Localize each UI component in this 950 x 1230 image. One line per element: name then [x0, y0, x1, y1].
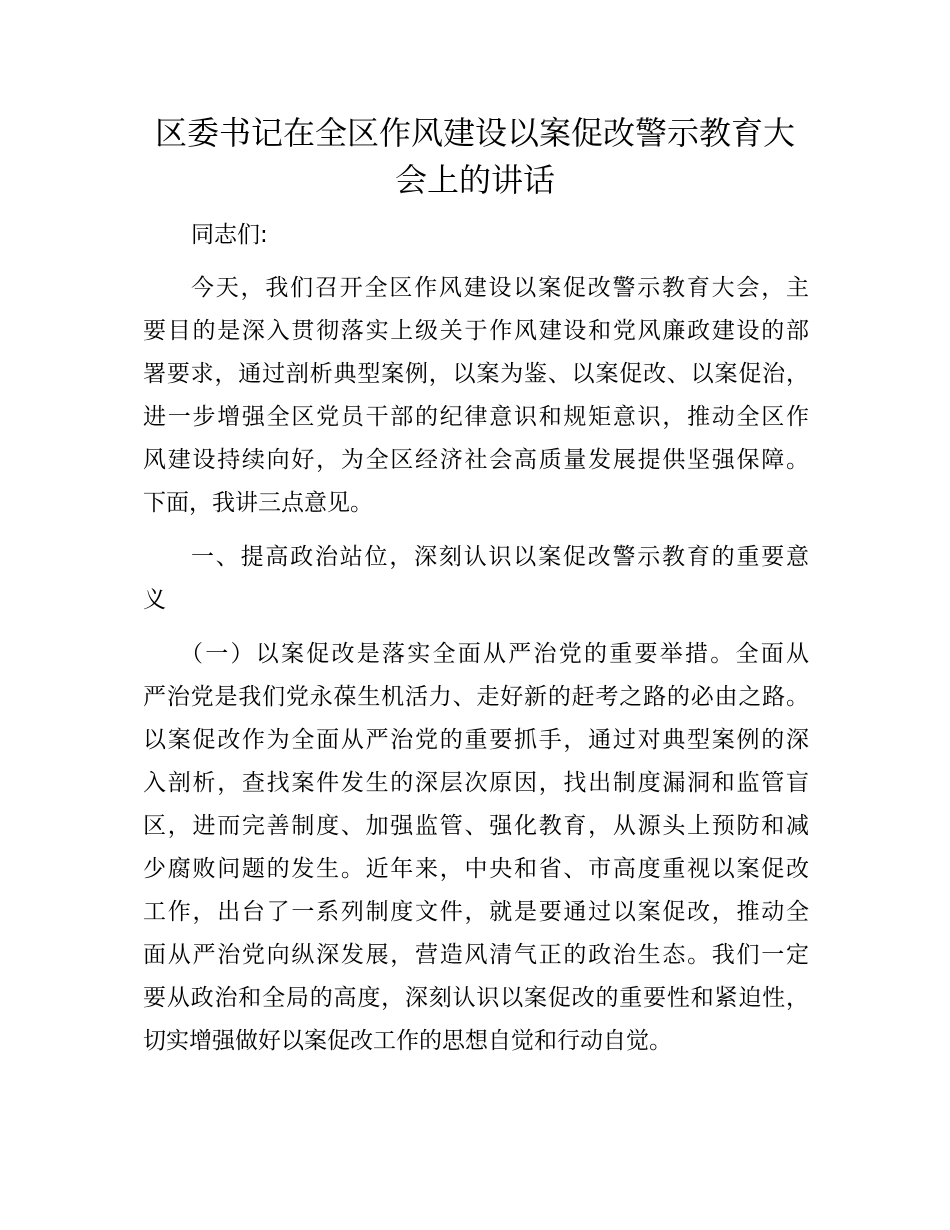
text-line: （一）以案促改是落实全面从严治党的重要举措。全面从	[180, 641, 809, 667]
text-line: 进一步增强全区党员干部的纪律意识和规矩意识，推动全区作	[143, 404, 809, 430]
text-line: 工作，出台了一系列制度文件，就是要通过以案促改，推动全	[143, 899, 809, 925]
document-title	[100, 110, 850, 204]
text-line: 区，进而完善制度、加强监管、强化教育，从源头上预防和减	[143, 813, 809, 839]
text-line: 一、提高政治站位，深刻认识以案促改警示教育的重要意	[191, 544, 809, 570]
text-line: 要目的是深入贯彻落实上级关于作风建设和党风廉政建设的部	[143, 318, 809, 344]
text-line: 少腐败问题的发生。近年来，中央和省、市高度重视以案促改	[143, 856, 809, 882]
title-line: 区委书记在全区作风建设以案促改警示教育大	[154, 114, 795, 152]
text-line: 严治党是我们党永葆生机活力、走好新的赶考之路的必由之路。	[143, 684, 809, 710]
text-line: 要从政治和全局的高度，深刻认识以案促改的重要性和紧迫性，	[143, 985, 809, 1011]
text-line: 下面，我讲三点意见。	[143, 490, 373, 516]
text-line: 署要求，通过剖析典型案例，以案为鉴、以案促改、以案促治，	[143, 361, 809, 387]
paragraph-intro	[143, 267, 809, 525]
section-heading-1	[143, 536, 809, 622]
text-line: 入剖析，查找案件发生的深层次原因，找出制度漏洞和监管盲	[143, 770, 809, 796]
text-line: 今天，我们召开全区作风建设以案促改警示教育大会，主	[191, 275, 809, 301]
text-line: 风建设持续向好，为全区经济社会高质量发展提供坚强保障。	[143, 447, 809, 473]
paragraph-subsection-1	[143, 633, 809, 1063]
text-line: 切实增强做好以案促改工作的思想自觉和行动自觉。	[143, 1028, 672, 1054]
text-line: 义	[143, 587, 166, 613]
title-line: 会上的讲话	[394, 161, 555, 199]
text-line: 面从严治党向纵深发展，营造风清气正的政治生态。我们一定	[143, 942, 809, 968]
salutation	[143, 214, 809, 257]
salutation-text: 同志们:	[191, 222, 268, 248]
text-line: 以案促改作为全面从严治党的重要抓手，通过对典型案例的深	[143, 727, 809, 753]
